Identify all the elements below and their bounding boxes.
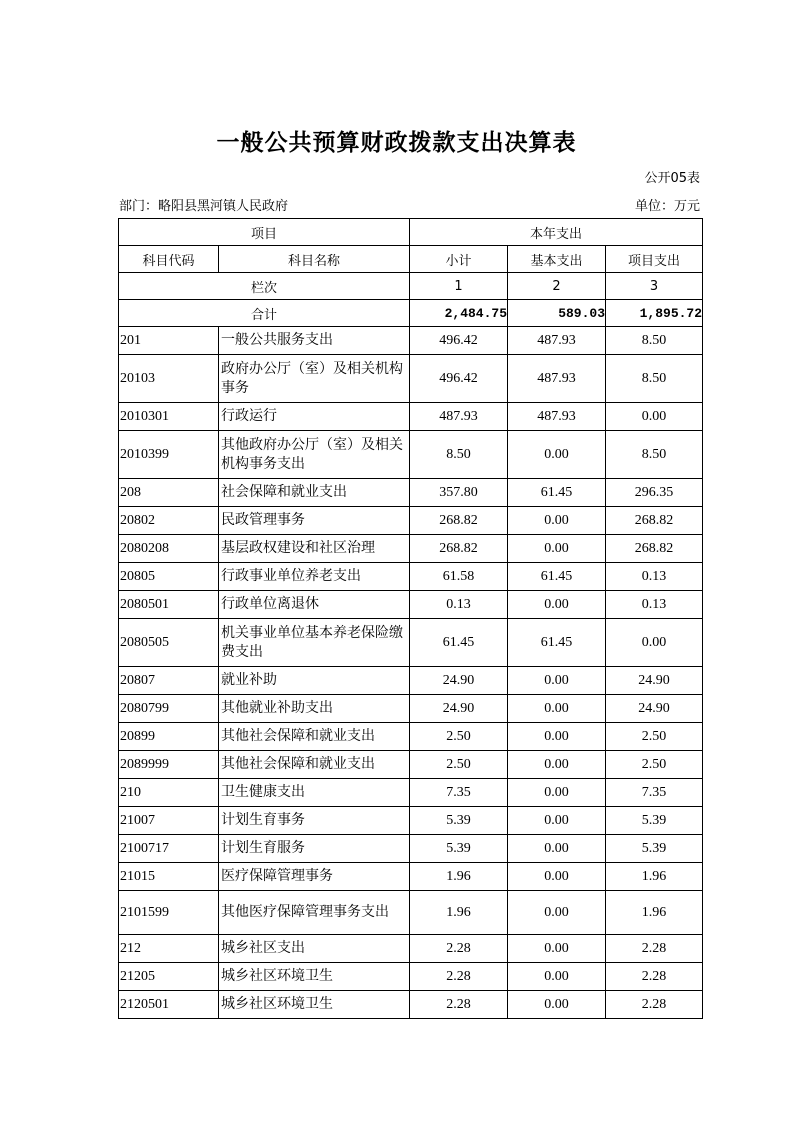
row-code: 2080501 xyxy=(119,591,219,619)
row-code: 21007 xyxy=(119,807,219,835)
row-name: 机关事业单位基本养老保险缴费支出 xyxy=(219,619,410,667)
column-index-3: 3 xyxy=(606,273,703,300)
column-index-1: 1 xyxy=(410,273,508,300)
table-row xyxy=(119,751,703,779)
row-project: 2.28 xyxy=(606,991,703,1019)
row-basic: 0.00 xyxy=(508,535,606,563)
row-basic: 61.45 xyxy=(508,619,606,667)
row-name: 政府办公厅（室）及相关机构事务 xyxy=(219,355,410,403)
row-name: 行政单位离退休 xyxy=(219,591,410,619)
row-project: 24.90 xyxy=(606,695,703,723)
row-project: 1.96 xyxy=(606,891,703,935)
row-project: 2.50 xyxy=(606,723,703,751)
row-code: 2100717 xyxy=(119,835,219,863)
row-subtotal: 61.45 xyxy=(410,619,508,667)
row-name: 城乡社区环境卫生 xyxy=(219,991,410,1019)
row-name: 其他就业补助支出 xyxy=(219,695,410,723)
department-label: 部门：略阳县黑河镇人民政府 xyxy=(119,199,289,214)
row-project: 8.50 xyxy=(606,327,703,355)
row-basic: 0.00 xyxy=(508,431,606,479)
header-row-1 xyxy=(119,219,703,246)
row-name: 医疗保障管理事务 xyxy=(219,863,410,891)
header-current-year: 本年支出 xyxy=(410,219,703,246)
row-project: 5.39 xyxy=(606,835,703,863)
header-code: 科目代码 xyxy=(119,246,219,273)
row-basic: 0.00 xyxy=(508,507,606,535)
row-basic: 0.00 xyxy=(508,963,606,991)
row-code: 2120501 xyxy=(119,991,219,1019)
row-subtotal: 496.42 xyxy=(410,355,508,403)
row-code: 2010301 xyxy=(119,403,219,431)
total-project: 1,895.72 xyxy=(606,300,703,327)
row-project: 1.96 xyxy=(606,863,703,891)
row-basic: 0.00 xyxy=(508,935,606,963)
row-name: 行政运行 xyxy=(219,403,410,431)
row-name: 其他社会保障和就业支出 xyxy=(219,751,410,779)
row-name: 计划生育服务 xyxy=(219,835,410,863)
table-row xyxy=(119,991,703,1019)
table-row xyxy=(119,431,703,479)
row-name: 一般公共服务支出 xyxy=(219,327,410,355)
row-subtotal: 496.42 xyxy=(410,327,508,355)
row-subtotal: 487.93 xyxy=(410,403,508,431)
row-code: 20103 xyxy=(119,355,219,403)
row-code: 201 xyxy=(119,327,219,355)
row-project: 7.35 xyxy=(606,779,703,807)
table-row xyxy=(119,779,703,807)
row-basic: 0.00 xyxy=(508,835,606,863)
table-row xyxy=(119,667,703,695)
expenditure-table xyxy=(118,218,703,1019)
row-project: 8.50 xyxy=(606,355,703,403)
row-basic: 0.00 xyxy=(508,667,606,695)
table-row xyxy=(119,723,703,751)
row-name: 基层政权建设和社区治理 xyxy=(219,535,410,563)
row-code: 2010399 xyxy=(119,431,219,479)
row-basic: 0.00 xyxy=(508,723,606,751)
header-basic: 基本支出 xyxy=(508,246,606,273)
row-subtotal: 24.90 xyxy=(410,695,508,723)
row-name: 就业补助 xyxy=(219,667,410,695)
total-basic: 589.03 xyxy=(508,300,606,327)
row-subtotal: 24.90 xyxy=(410,667,508,695)
row-name: 行政事业单位养老支出 xyxy=(219,563,410,591)
row-subtotal: 7.35 xyxy=(410,779,508,807)
row-project: 8.50 xyxy=(606,431,703,479)
row-basic: 61.45 xyxy=(508,479,606,507)
row-code: 2080208 xyxy=(119,535,219,563)
row-code: 20805 xyxy=(119,563,219,591)
row-name: 其他医疗保障管理事务支出 xyxy=(219,891,410,935)
row-subtotal: 268.82 xyxy=(410,507,508,535)
row-code: 210 xyxy=(119,779,219,807)
header-row-2 xyxy=(119,246,703,273)
form-number: 公开05表 xyxy=(644,171,700,186)
row-code: 2080505 xyxy=(119,619,219,667)
unit-label: 单位：万元 xyxy=(634,199,700,214)
row-basic: 0.00 xyxy=(508,991,606,1019)
row-basic: 0.00 xyxy=(508,591,606,619)
row-project: 2.28 xyxy=(606,963,703,991)
row-name: 其他社会保障和就业支出 xyxy=(219,723,410,751)
row-subtotal: 2.28 xyxy=(410,991,508,1019)
table-row xyxy=(119,963,703,991)
header-item: 项目 xyxy=(119,219,410,246)
row-name: 民政管理事务 xyxy=(219,507,410,535)
row-project: 2.50 xyxy=(606,751,703,779)
row-name: 城乡社区环境卫生 xyxy=(219,963,410,991)
row-project: 0.00 xyxy=(606,619,703,667)
row-code: 20807 xyxy=(119,667,219,695)
table-row xyxy=(119,479,703,507)
row-project: 0.00 xyxy=(606,403,703,431)
row-subtotal: 8.50 xyxy=(410,431,508,479)
row-subtotal: 1.96 xyxy=(410,863,508,891)
table-row xyxy=(119,695,703,723)
table-row xyxy=(119,891,703,935)
table-row xyxy=(119,863,703,891)
row-basic: 487.93 xyxy=(508,355,606,403)
row-code: 212 xyxy=(119,935,219,963)
row-subtotal: 2.28 xyxy=(410,963,508,991)
row-basic: 61.45 xyxy=(508,563,606,591)
row-basic: 0.00 xyxy=(508,751,606,779)
row-subtotal: 2.28 xyxy=(410,935,508,963)
row-subtotal: 5.39 xyxy=(410,835,508,863)
table-row xyxy=(119,619,703,667)
row-name: 城乡社区支出 xyxy=(219,935,410,963)
row-code: 2101599 xyxy=(119,891,219,935)
row-name: 卫生健康支出 xyxy=(219,779,410,807)
row-name: 计划生育事务 xyxy=(219,807,410,835)
row-subtotal: 0.13 xyxy=(410,591,508,619)
header-subtotal: 小计 xyxy=(410,246,508,273)
table-row xyxy=(119,327,703,355)
row-project: 2.28 xyxy=(606,935,703,963)
page-title: 一般公共预算财政拨款支出决算表 xyxy=(216,130,577,156)
row-subtotal: 2.50 xyxy=(410,751,508,779)
row-code: 20899 xyxy=(119,723,219,751)
row-basic: 0.00 xyxy=(508,807,606,835)
column-index-row xyxy=(119,273,703,300)
row-basic: 0.00 xyxy=(508,863,606,891)
row-code: 2080799 xyxy=(119,695,219,723)
row-project: 5.39 xyxy=(606,807,703,835)
row-project: 24.90 xyxy=(606,667,703,695)
row-basic: 487.93 xyxy=(508,327,606,355)
row-code: 2089999 xyxy=(119,751,219,779)
header-project: 项目支出 xyxy=(606,246,703,273)
table-row xyxy=(119,355,703,403)
row-basic: 0.00 xyxy=(508,695,606,723)
row-subtotal: 5.39 xyxy=(410,807,508,835)
row-subtotal: 61.58 xyxy=(410,563,508,591)
row-project: 268.82 xyxy=(606,507,703,535)
total-row xyxy=(119,300,703,327)
row-subtotal: 1.96 xyxy=(410,891,508,935)
row-subtotal: 2.50 xyxy=(410,723,508,751)
row-project: 0.13 xyxy=(606,591,703,619)
row-project: 296.35 xyxy=(606,479,703,507)
row-name: 社会保障和就业支出 xyxy=(219,479,410,507)
table-row xyxy=(119,507,703,535)
table-row xyxy=(119,807,703,835)
row-subtotal: 268.82 xyxy=(410,535,508,563)
total-label: 合计 xyxy=(119,300,410,327)
row-basic: 0.00 xyxy=(508,779,606,807)
row-subtotal: 357.80 xyxy=(410,479,508,507)
row-basic: 487.93 xyxy=(508,403,606,431)
table-row xyxy=(119,935,703,963)
table-row xyxy=(119,835,703,863)
row-code: 20802 xyxy=(119,507,219,535)
total-subtotal: 2,484.75 xyxy=(410,300,508,327)
table-row xyxy=(119,535,703,563)
column-index-label: 栏次 xyxy=(119,273,410,300)
row-code: 21015 xyxy=(119,863,219,891)
column-index-2: 2 xyxy=(508,273,606,300)
table-row xyxy=(119,403,703,431)
row-basic: 0.00 xyxy=(508,891,606,935)
row-code: 208 xyxy=(119,479,219,507)
row-code: 21205 xyxy=(119,963,219,991)
table-row xyxy=(119,563,703,591)
header-name: 科目名称 xyxy=(219,246,410,273)
table-row xyxy=(119,591,703,619)
row-project: 268.82 xyxy=(606,535,703,563)
row-name: 其他政府办公厅（室）及相关机构事务支出 xyxy=(219,431,410,479)
row-project: 0.13 xyxy=(606,563,703,591)
